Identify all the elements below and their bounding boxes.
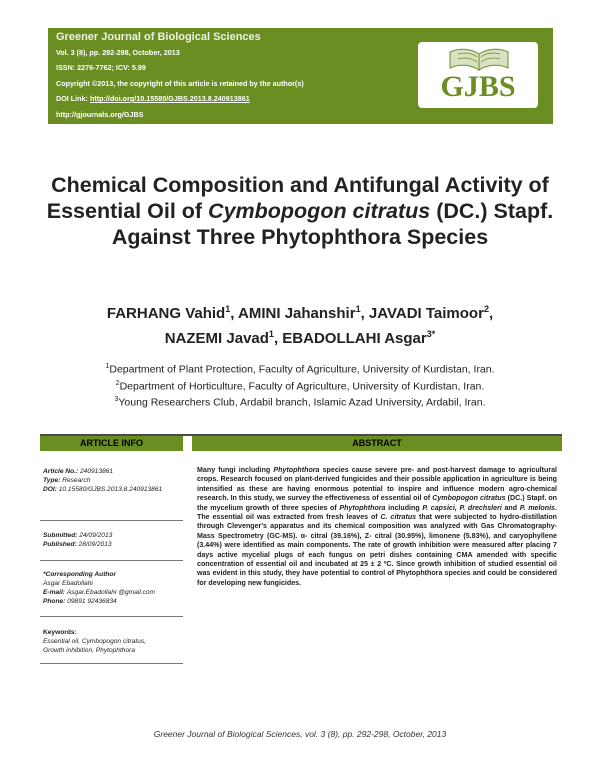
abstract-fragment: species cause severe pre- and post-harvest damage to agricultural crops. Research focused on plant-derived fungicides and their possible application in agriculture is being intensified as these are having enormous potential to inspire and influence modern agro-chemical research. In this study, we survey the effectiveness of essential oil of (197, 466, 557, 503)
article-info-heading: ARTICLE INFO (40, 436, 183, 451)
dates-block (43, 531, 183, 549)
journal-header-band (48, 28, 553, 124)
abstract-italic: C. citratus (380, 513, 417, 522)
abstract-italic: P. melonis (519, 503, 555, 512)
journal-name: Greener Journal of Biological Sciences (56, 31, 261, 43)
published-label: Published: (43, 541, 77, 548)
affil-3-number: 3 (114, 396, 119, 403)
abstract-fragment: including (385, 503, 423, 512)
author-4: NAZEMI Javad (164, 330, 269, 347)
submitted-label: Submitted: (43, 532, 78, 539)
published-value: 28/09/2013 (78, 541, 112, 548)
author-3-affil: 2 (483, 304, 489, 314)
author-4-affil: 1 (268, 329, 274, 339)
affiliation-1 (40, 360, 560, 377)
abstract-italic: P. capsici, P. drechsleri (422, 503, 502, 512)
copyright-line: Copyright ©2013, the copyright of this article is retained by the author(s) (56, 79, 304, 88)
abstract-heading: ABSTRACT (192, 436, 562, 451)
abstract-fragment: (DC.) Stapf. on the mycelium growth of three species of (197, 494, 557, 512)
affil-3-text: Young Researchers Club, Ardabil branch, Islamic Azad University, Ardabil, Iran. (118, 396, 486, 409)
abstract-italic: Phytophthora (273, 466, 320, 474)
author-5-affil-number: 3 (426, 329, 432, 339)
open-book-icon (448, 46, 510, 72)
abstract-fragment: that were subjected to hydro-distillation through Clevenger's apparatus and its chemical composition was analyzed with Gas Chromatography-Mass Spectrometry (GC-MS). α- citral (39.16%), Z- citral (30.95%), limonene (5.83%), and caryophyllene (3.44%) were identified as main components. The rate of growth inhibition were measured after placing 7 days active mycelial plugs of each fungus on petri dishes containing CMA amended with specific concentration of essential oil and incubated at 25 ± 2 ºC. Since growth inhibition of studied essential oil was evident in this study, they have potential to control of Phytophthora species and could be considered for developing new fungicides. (197, 513, 557, 587)
author-separator: , (273, 330, 283, 347)
author-2: AMINI Jahanshir (238, 305, 356, 322)
abstract-fragment: and (501, 503, 520, 512)
affil-2-text: Department of Horticulture, Faculty of Agriculture, University of Kurdistan, Iran. (119, 380, 485, 392)
type-label: Type: (43, 477, 61, 484)
divider (40, 616, 183, 617)
email-label: E-mail: (43, 589, 65, 596)
article-info-block (43, 467, 183, 494)
title-part-1: Chemical Composition and Antifungal Activity of Essential Oil of (46, 173, 549, 223)
affiliation-3 (40, 393, 560, 410)
journal-logo (418, 42, 538, 108)
author-5-affil (427, 329, 436, 339)
article-no-label: Article No.: (43, 468, 79, 475)
affiliations (40, 360, 560, 410)
affiliation-2 (40, 377, 560, 394)
author-separator: , (360, 305, 369, 322)
keywords-line-2: Growth inhibition, Phytophthora (43, 647, 136, 654)
divider (40, 520, 183, 521)
author-2-affil: 1 (355, 304, 361, 314)
doi-label: DOI Link: (56, 94, 88, 103)
divider (40, 560, 183, 561)
doi-line (56, 94, 250, 103)
corresponding-mark: * (431, 329, 436, 339)
affil-1-number: 1 (105, 363, 110, 370)
doi-info-value: 10.15580/GJBS.2013.8.240913861 (58, 486, 163, 493)
author-separator: , (230, 305, 239, 322)
email-value[interactable]: Asgar.Ebadollahi @gmail.com (66, 589, 156, 596)
site-link[interactable]: http://gjournals.org/GJBS (56, 110, 144, 119)
abstract-italic: Cymbopogon citratus (432, 494, 506, 503)
issn-line: ISSN: 2276-7762; ICV: 5.99 (56, 63, 146, 72)
abstract-italic: Phytophthora (339, 503, 386, 512)
page-footer: Greener Journal of Biological Sciences, vol. 3 (8), pp. 292-298, October, 2013 (153, 729, 447, 739)
submitted-value: 24/09/2013 (79, 532, 113, 539)
keywords-block (43, 628, 183, 655)
author-5: EBADOLLAHI Asgar (282, 330, 427, 347)
abstract-text (197, 466, 557, 588)
article-no-value: 240913861 (80, 468, 114, 475)
title-species: Cymbopogon citratus (208, 199, 431, 223)
author-list (40, 299, 560, 349)
author-1: FARHANG Vahid (106, 305, 226, 322)
affil-1-text: Department of Plant Protection, Faculty of Agriculture, University of Kurdistan, Iran. (109, 363, 495, 376)
keywords-label: Keywords: (43, 629, 77, 636)
author-3: JAVADI Taimoor (368, 305, 484, 322)
type-value: Research (62, 477, 91, 484)
corresponding-author-label: *Corresponding Author (43, 571, 117, 578)
affil-2-number: 2 (115, 379, 120, 387)
author-separator: , (488, 305, 494, 322)
article-title (40, 172, 560, 250)
abstract-fragment: . The essential oil was extracted from fresh leaves of (197, 503, 557, 522)
abstract-fragment: Many fungi including (197, 466, 274, 474)
logo-text: GJBS (440, 70, 516, 103)
phone-value: 09891 92436834 (67, 598, 117, 605)
corresponding-author-name: Asgar Ebadollahi (43, 580, 93, 587)
correspondence-block (43, 570, 183, 606)
phone-label: Phone: (43, 598, 66, 605)
volume-line: Vol. 3 (8), pp. 292-298, October, 2013 (56, 48, 180, 57)
title-part-2: (DC.) Stapf. Against Three Phytophthora Species (111, 199, 554, 249)
divider (40, 663, 183, 664)
doi-link[interactable]: http://doi.org/10.15580/GJBS.2013.8.240913861 (89, 94, 250, 103)
doi-info-label: DOI: (43, 486, 57, 493)
author-1-affil: 1 (225, 304, 231, 314)
keywords-line-1: Essential oil, Cymbopogon citratus, (43, 638, 146, 645)
